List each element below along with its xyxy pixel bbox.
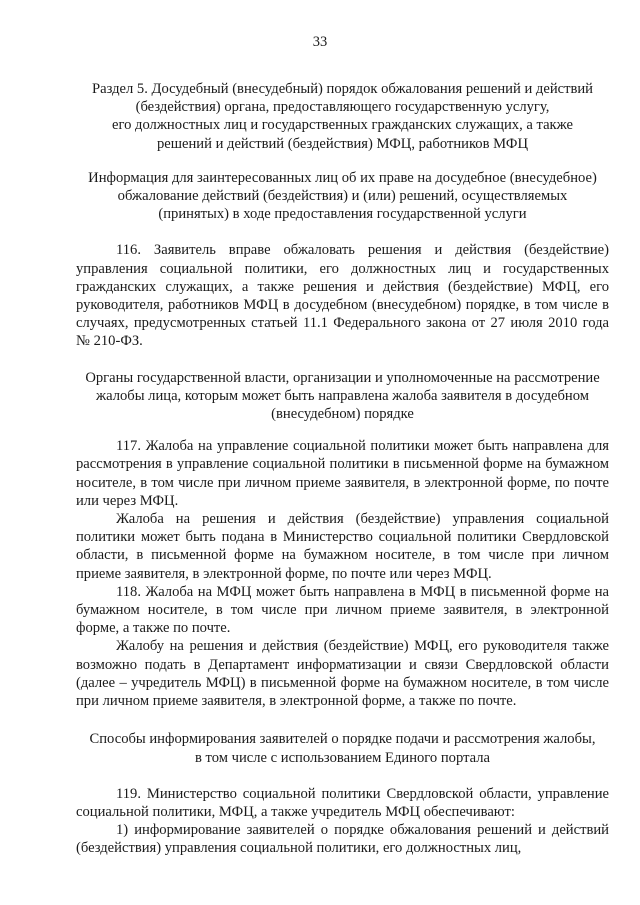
heading-line: обжалование действий (бездействия) и (или) решений, осуществляемых bbox=[117, 188, 568, 205]
heading-line: Органы государственной власти, организации и уполномоченные на рассмотрение bbox=[85, 369, 600, 386]
section-5-heading bbox=[76, 80, 609, 153]
heading-line: Раздел 5. Досудебный (внесудебный) порядок обжалования решений и действий bbox=[92, 81, 593, 97]
heading-line: жалобы лица, которым может быть направлена жалоба заявителя в досудебном bbox=[96, 387, 589, 404]
paragraph-117-complaint-ministry: Жалоба на решения и действия (бездействие) управления социальной политики может быть подана в Министерство социальной политики Свердловской области, в письменной форме на бумажном носителе, в том числе при личном приеме заявителя, в электронной форме, по почте или через МФЦ. bbox=[76, 511, 609, 582]
page-content bbox=[76, 80, 609, 858]
heading-line: (внесудебном) порядке bbox=[271, 406, 414, 423]
heading-line: Способы информирования заявителей о порядке подачи и рассмотрения жалобы, bbox=[89, 731, 596, 748]
organs-heading bbox=[76, 369, 609, 424]
page-number: 33 bbox=[312, 34, 328, 50]
heading-line: (принятых) в ходе предоставления государственной услуги bbox=[158, 206, 527, 223]
heading-line: Информация для заинтересованных лиц об их праве на досудебное (внесудебное) bbox=[88, 169, 597, 186]
paragraph-118-complaint-founder: Жалобу на решения и действия (бездействие) МФЦ, его руководителя также возможно подать в Департамент информатизации и связи Свердловской области (далее – учредитель МФЦ) в письменной форме на бумажном носителе, в том числе при личном приеме заявителя, в электронной форме, а также по почте. bbox=[76, 638, 609, 710]
heading-line: в том числе с использованием Единого портала bbox=[194, 749, 491, 766]
paragraph-119: 119. Министерство социальной политики Свердловской области, управление социальной политики, МФЦ, а также учредитель МФЦ обеспечивают: bbox=[76, 785, 609, 820]
heading-line: (бездействия) органа, предоставляющего государственную услугу, bbox=[135, 99, 550, 116]
info-rights-heading bbox=[76, 169, 609, 224]
heading-line: решений и действий (бездействия) МФЦ, работников МФЦ bbox=[157, 135, 528, 152]
methods-heading bbox=[76, 730, 609, 766]
paragraph-119-item-1: 1) информирование заявителей о порядке обжалования решений и действий (бездействия) управления социальной политики, его должностных лиц, bbox=[76, 822, 609, 857]
paragraph-118: 118. Жалоба на МФЦ может быть направлена в МФЦ в письменной форме на бумажном носителе, в том числе при личном приеме заявителя, в электронной форме, а также по почте. bbox=[76, 583, 609, 637]
paragraph-117: 117. Жалоба на управление социальной политики может быть направлена для рассмотрения в управление социальной политики в письменной форме на бумажном носителе, в том числе при личном приеме заявителя, в электронной форме, по почте или через МФЦ. bbox=[76, 438, 609, 509]
paragraph-116: 116. Заявитель вправе обжаловать решения и действия (бездействие) управления социальной политики, его должностных лиц и государственных гражданских служащих, а также решения и действия (бездействие) МФЦ, его руководителя, работников МФЦ в досудебном (внесудебном) порядке, в том числе в случаях, предусмотренных статьей 11.1 Федерального закона от 27 июля 2010 года № 210-ФЗ. bbox=[76, 242, 609, 350]
heading-line: его должностных лиц и государственных гражданских служащих, а также bbox=[111, 117, 574, 134]
